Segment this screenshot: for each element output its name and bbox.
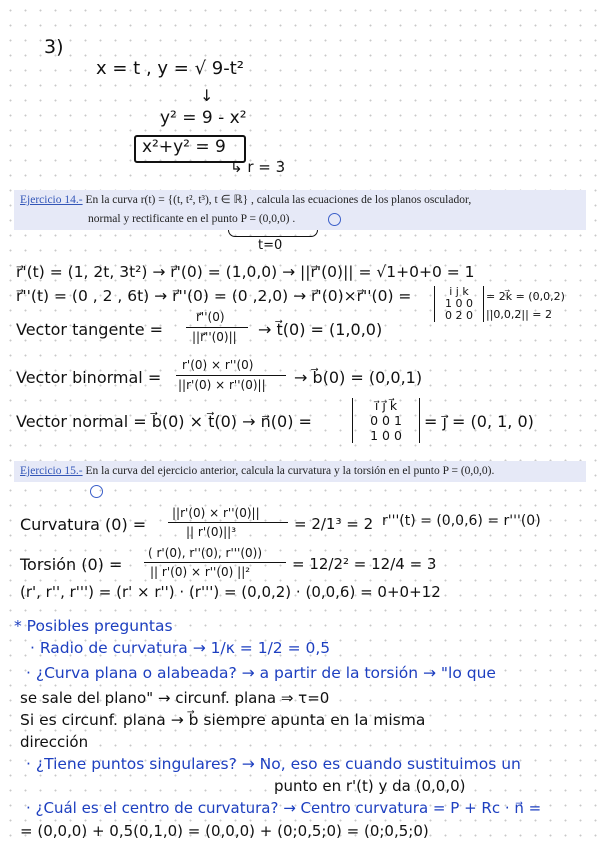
exercise-15-label: Ejercicio 15.- [20,465,83,477]
binormal-denominator: ||r'(0) × r''(0)|| [178,378,266,392]
note-singular-cont: punto en r'(t) y da (0,0,0) [274,777,466,795]
exercise-15-statement [14,461,586,482]
note-radius: · Radio de curvatura → 1/κ = 1/2 = 0,5 [30,639,331,657]
cross-product-result: = 2k⃗ = (0,0,2) [486,290,565,303]
third-derivative: r'''(t) = (0,0,6) = r'''(0) [382,513,541,529]
normal-result: = j⃗ = (0, 1, 0) [424,412,534,431]
note-plane-curve: · ¿Curva plana o alabeada? → a partir de la torsión → "lo que [26,664,496,682]
binormal-vector-label: Vector binormal = [16,368,162,387]
exercise-14-statement [14,190,586,230]
curvature-fraction-bar [168,522,288,523]
note-singular-points: · ¿Tiene puntos singulares? → No, eso es cuando sustituimos un [26,755,521,773]
cross-product-determinant: i j k 1 0 0 0 2 0 [434,286,484,322]
torsion-label: Torsión (0) = [20,555,123,574]
tangent-vector-label: Vector tangente = [16,320,164,339]
torsion-result: = 12/2² = 12/4 = 3 [292,555,437,573]
tangent-numerator: r⃗''(0) [196,310,225,324]
curvature-label: Curvatura (0) = [20,515,147,534]
torsion-fraction-bar [144,562,286,563]
boxed-equation-text: x²+y² = 9 [142,137,226,157]
note-direction: dirección [20,733,89,751]
tangent-denominator: ||r⃗''(0)|| [192,330,237,344]
torsion-numerator: ( r'(0), r''(0), r'''(0)) [148,546,263,560]
down-arrow: ↓ [200,86,214,105]
exercise-15-text: En la curva del ejercicio anterior, calcula la curvatura y la torsión en el punto P = (0,0,0). [85,465,495,477]
curvature-denominator: || r'(0)||³ [186,525,237,539]
t-zero-label: t=0 [258,238,283,253]
exercise-14-text-line2: normal y rectificante en el punto P = (0,0,0) . [88,213,296,225]
binormal-result: → b⃗(0) = (0,0,1) [294,368,423,387]
note-curvature-center: · ¿Cuál es el centro de curvatura? → Centro curvatura = P + Rc · n⃗ = [26,799,542,817]
binormal-fraction-bar [176,375,286,376]
second-derivative-line: r⃗''(t) = (0 , 2 , 6t) → r⃗''(0) = (0 ,2,0) → r⃗'(0)×r⃗''(0) = [16,287,412,305]
exercise-14-text-line1: En la curva r(t) = {(t, t², t³), t ∈ ℝ} , calcula las ecuaciones de los planos osculador, [85,194,472,206]
brace-under-point [228,230,318,237]
problem-number: 3) [44,36,64,58]
note-plane-curve-cont: se sale del plano" → circunf. plana ⇒ τ=0 [20,689,330,707]
binormal-numerator: r'(0) × r''(0) [182,358,254,372]
radius-result: ↳ r = 3 [230,158,286,176]
circle-marker-icon-2 [90,485,103,498]
tangent-fraction-bar [186,327,248,328]
note-curvature-center-calc: = (0,0,0) + 0,5(0,1,0) = (0,0,0) + (0;0,5;0) = (0;0,5;0) [20,822,429,840]
normal-vector-line: Vector normal = b⃗(0) × t⃗(0) → n⃗(0) = [16,412,312,431]
squared-equation: y² = 9 - x² [160,108,247,128]
first-derivative-line: r⃗'(t) = (1, 2t, 3t²) → r⃗'(0) = (1,0,0) → ||r⃗'(0)|| = √1+0+0 = 1 [16,263,475,281]
parametric-equations: x = t , y = √ 9-t² [96,58,244,79]
circle-marker-icon [328,213,341,226]
notes-title: * Posibles preguntas [14,617,173,635]
exercise-14-label: Ejercicio 14.- [20,194,83,206]
note-binormal-direction: Si es circunf. plana → b⃗ siempre apunta en la misma [20,711,426,729]
curvature-result: = 2/1³ = 2 [294,515,374,533]
triple-product-line: (r', r'', r''') = (r' × r'') · (r''') = (0,0,2) · (0,0,6) = 0+0+12 [20,583,441,601]
tangent-result: → t⃗(0) = (1,0,0) [258,320,383,339]
curvature-numerator: ||r'(0) × r''(0)|| [172,506,260,520]
cross-product-norm: ||0,0,2|| = 2 [486,308,553,321]
torsion-denominator: || r'(0) × r''(0) ||² [150,565,251,579]
normal-determinant: i⃗ j⃗ k⃗ 0 0 1 1 0 0 [352,398,420,443]
